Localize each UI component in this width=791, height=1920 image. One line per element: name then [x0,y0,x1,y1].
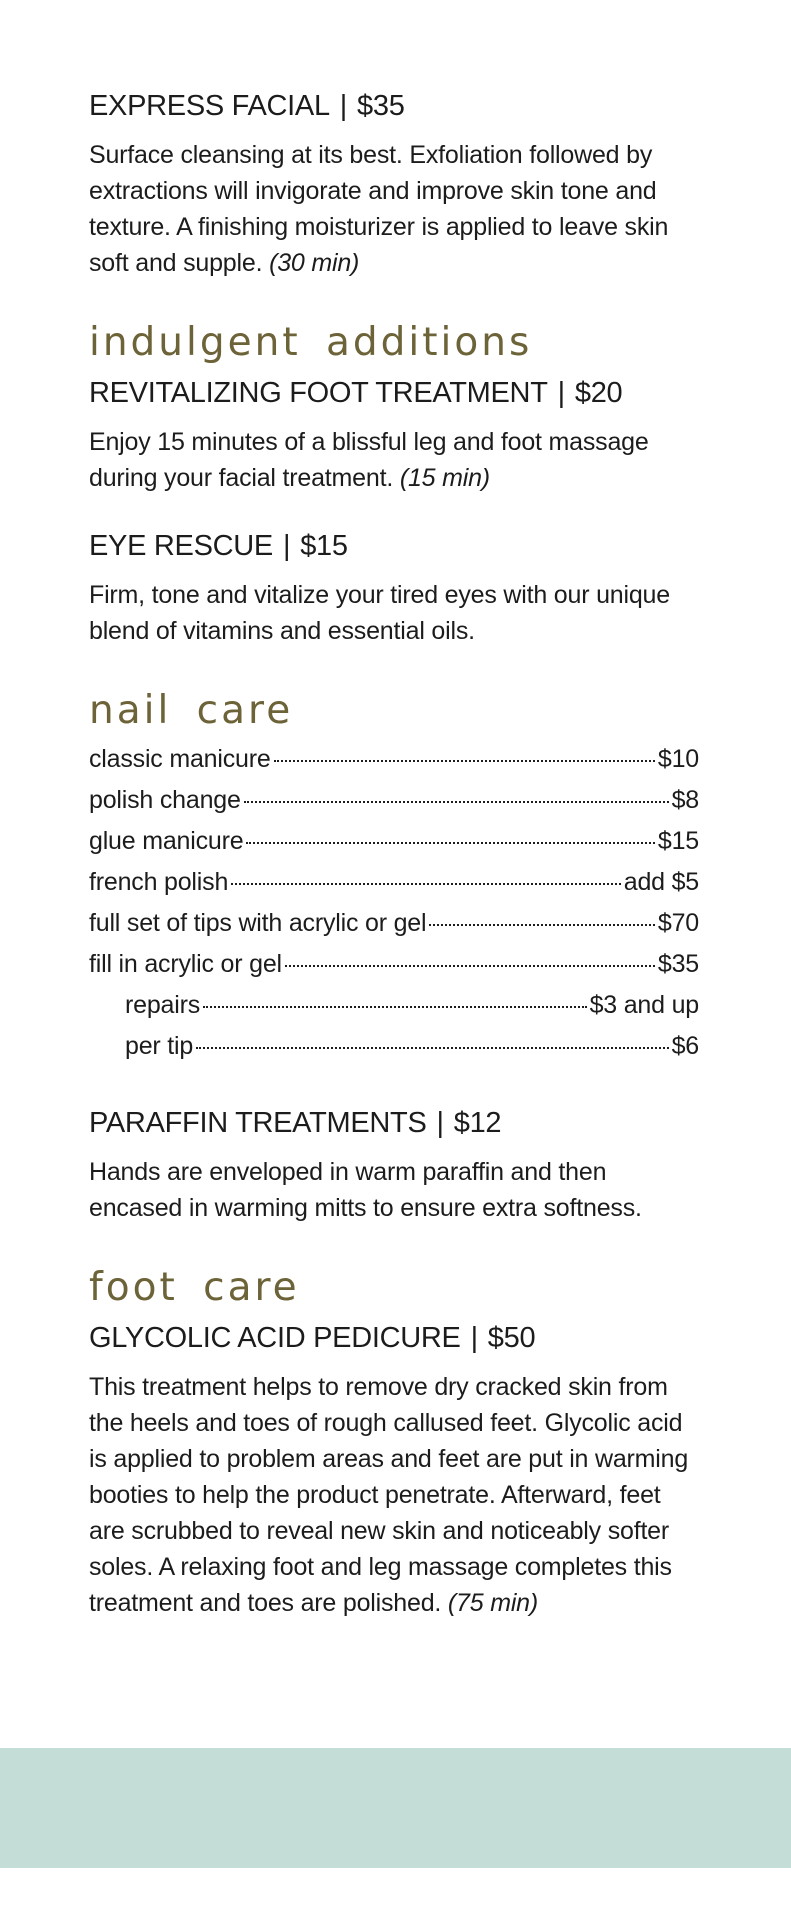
service-price: $20 [574,377,623,409]
service-title [89,1107,699,1140]
dot-leader [429,924,655,926]
price-item-name: glue manicure [89,827,244,855]
price-row [89,827,699,868]
price-row-indented [89,1032,699,1073]
title-separator: | [282,530,291,562]
service-name: REVITALIZING FOOT TREATMENT [89,377,548,409]
price-row [89,786,699,827]
title-separator: | [557,377,565,409]
service-duration: (30 min) [269,249,360,277]
service-name: PARAFFIN TREATMENTS [89,1107,427,1139]
title-separator: | [470,1322,478,1354]
price-item-price: $6 [671,1032,699,1060]
service-description [89,424,699,496]
section-foot-care [89,1266,699,1621]
service-paraffin-treatments [89,1107,699,1226]
footer-color-band [0,1748,791,1868]
service-price: $12 [453,1107,502,1139]
service-title [89,530,699,563]
section-nail-care [89,689,699,1226]
description-text: Surface cleansing at its best. Exfoliation followed by extractions will invigorate and improve skin tone and texture. A finishing moisturizer is applied to leave skin soft and supple. [89,141,669,277]
price-item-name: classic manicure [89,745,271,773]
price-row [89,868,699,909]
title-separator: | [339,90,348,122]
service-description [89,1154,699,1226]
service-name: GLYCOLIC ACID PEDICURE [89,1322,461,1354]
price-item-name: per tip [125,1032,194,1060]
dot-leader [203,1006,587,1008]
dot-leader [196,1047,668,1049]
service-eye-rescue [89,530,699,649]
service-revitalizing-foot-treatment [89,377,699,496]
description-text: Enjoy 15 minutes of a blissful leg and foot massage during your facial treatment. [89,428,649,492]
price-row-indented [89,991,699,1032]
price-item-price: $15 [657,827,699,855]
description-text: Hands are enveloped in warm paraffin and then encased in warming mitts to ensure extra softness. [89,1158,642,1222]
dot-leader [231,883,621,885]
dot-leader [244,801,669,803]
price-item-price: $8 [671,786,699,814]
service-glycolic-acid-pedicure [89,1322,699,1621]
service-description [89,137,699,281]
price-item-name: repairs [125,991,201,1019]
price-item-price: add $5 [623,868,699,896]
price-item-price: $70 [657,909,699,937]
price-row [89,909,699,950]
service-price: $35 [357,90,405,122]
price-item-price: $10 [657,745,699,773]
section-heading: nail care [89,688,294,733]
service-title [89,1322,699,1355]
section-indulgent-additions [89,321,699,649]
dot-leader [285,965,655,967]
description-text: Firm, tone and vitalize your tired eyes with our unique blend of vitamins and essential oils. [89,581,670,645]
price-row [89,745,699,786]
service-description [89,1369,699,1621]
service-duration: (75 min) [447,1589,539,1617]
price-item-name: fill in acrylic or gel [89,950,282,978]
dot-leader [246,842,654,844]
service-express-facial [89,90,699,281]
price-row [89,950,699,991]
nail-price-list [89,745,699,1073]
price-item-price: $35 [657,950,699,978]
service-price: $50 [487,1322,536,1354]
service-name: EYE RESCUE [89,530,273,562]
price-item-price: $3 and up [589,991,699,1019]
menu-page [89,90,699,1621]
dot-leader [274,760,655,762]
service-duration: (15 min) [399,464,490,492]
section-heading: indulgent additions [89,320,533,365]
service-title [89,90,699,123]
service-price: $15 [300,530,348,562]
section-heading: foot care [89,1265,300,1310]
service-name: EXPRESS FACIAL [89,90,330,122]
service-title [89,377,699,410]
service-description [89,577,699,649]
price-item-name: french polish [89,868,229,896]
price-item-name: full set of tips with acrylic or gel [89,909,427,937]
description-text: This treatment helps to remove dry cracked skin from the heels and toes of rough callused feet. Glycolic acid is applied to problem areas and feet are put in warming booties to help the product penetrate. Afterward, feet are scrubbed to reveal new skin and noticeably softer soles. A relaxing foot and leg massage completes this treatment and toes are polished. [89,1373,689,1617]
title-separator: | [436,1107,444,1139]
price-item-name: polish change [89,786,241,814]
